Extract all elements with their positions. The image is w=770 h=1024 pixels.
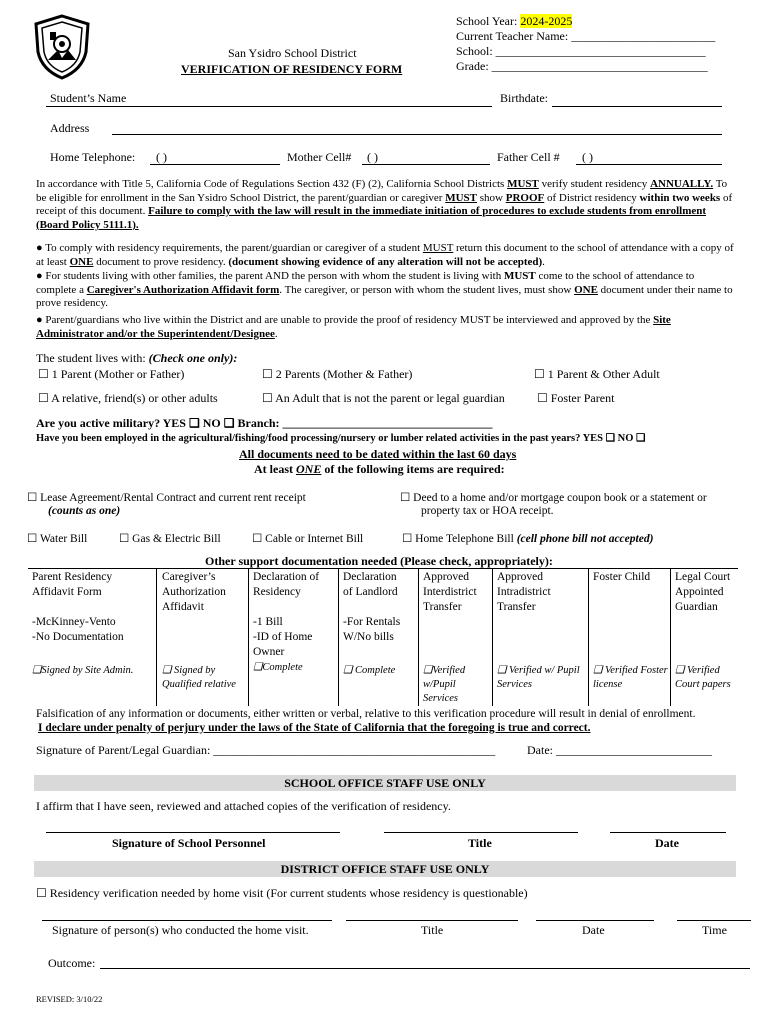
option-relative-friend[interactable]: ☐ A relative, friend(s) or other adults	[38, 391, 218, 405]
school-field[interactable]: School: ___________________________________	[456, 44, 706, 58]
col-declaration-residency: Declaration of Residency -1 Bill -ID of Home Owner	[253, 571, 320, 658]
col-divider	[248, 568, 249, 706]
visit-sig-label: Signature of person(s) who conducted the home visit.	[52, 923, 309, 937]
doc-gas[interactable]: ☐ Gas & Electric Bill	[119, 533, 221, 545]
home-visit-checkbox[interactable]: ☐ Residency verification needed by home visit (For current students whose residency is questionable)	[36, 886, 528, 900]
col-caregiver-affidavit: Caregiver’s Authorization Affidavit	[162, 571, 226, 613]
visit-time-line[interactable]	[677, 920, 751, 921]
father-cell-field[interactable]	[576, 164, 722, 165]
check-verified-interdistrict[interactable]: ❑Verified w/Pupil Services	[423, 665, 466, 704]
visit-date-line[interactable]	[536, 920, 654, 921]
bullet-interview: ● Parent/guardians who live within the District and are unable to provide the proof of residency MUST be interviewed and approved by the Site Administrator and/or the Superintendent/Designee.	[36, 314, 671, 340]
lives-with-label: The student lives with: (Check one only):	[36, 351, 238, 365]
doc-cable[interactable]: ☐ Cable or Internet Bill	[252, 533, 364, 545]
school-date-line[interactable]	[610, 832, 726, 833]
option-one-parent[interactable]: ☐ 1 Parent (Mother or Father)	[38, 367, 185, 381]
mother-cell-label: Mother Cell#	[287, 150, 352, 164]
col-intradistrict: Approved Intradistrict Transfer	[497, 571, 551, 613]
agricultural-question[interactable]: Have you been employed in the agricultural/fishing/food processing/nursery or lumber related activities in the past years? YES ❑ NO ❑	[36, 433, 646, 444]
check-complete-landlord[interactable]: ❑ Complete	[343, 665, 396, 676]
school-office-bar: SCHOOL OFFICE STAFF USE ONLY	[34, 775, 736, 791]
col-foster-child: Foster Child	[593, 571, 651, 583]
parent-signature-field[interactable]: Signature of Parent/Legal Guardian: _______________________________________________	[36, 743, 496, 757]
father-cell-paren: ( )	[582, 150, 593, 164]
doc-deed[interactable]: ☐ Deed to a home and/or mortgage coupon book or a statement or	[400, 492, 707, 504]
birthdate-field[interactable]	[552, 106, 722, 107]
student-name-label: Student’s Name	[50, 91, 127, 105]
col-divider	[156, 568, 157, 706]
bullet-other-families: ● For students living with other families, the parent AND the person with whom the student is living with MUST come to the school of attendance to complete a Caregiver's Authorization Affidavit form. The caregiver, or person with whom the student lives, must show ONE document under their name to prove residency.	[36, 270, 733, 310]
military-question[interactable]: Are you active military? YES ❑ NO ❑ Branch: ___________________________________	[36, 416, 493, 430]
visit-title-line[interactable]	[346, 920, 518, 921]
visit-sig-line[interactable]	[42, 920, 332, 921]
affirm-statement: I affirm that I have seen, reviewed and attached copies of the verification of residency.	[36, 799, 451, 813]
doc-lease-note: (counts as one)	[48, 505, 121, 517]
docs-dated-note: All documents need to be dated within the last 60 days	[239, 447, 517, 461]
option-two-parents[interactable]: ☐ 2 Parents (Mother & Father)	[262, 367, 413, 381]
check-complete-residency[interactable]: ❑Complete	[253, 662, 303, 673]
district-name: San Ysidro School District	[228, 46, 357, 60]
revised-date: REVISED: 3/10/22	[36, 994, 103, 1004]
docs-atleast-note: At least ONE of the following items are required:	[254, 462, 505, 476]
outcome-label: Outcome:	[48, 956, 96, 970]
school-title-label: Title	[468, 836, 492, 850]
col-divider	[492, 568, 493, 706]
father-cell-label: Father Cell #	[497, 150, 560, 164]
check-verified-intradistrict[interactable]: ❑ Verified w/ Pupil Services	[497, 665, 580, 690]
outcome-field[interactable]	[100, 968, 750, 969]
col-parent-affidavit: Parent Residency Affidavit Form -McKinney-Vento -No Documentation	[32, 571, 124, 643]
mother-cell-paren: ( )	[367, 150, 378, 164]
intro-paragraph: In accordance with Title 5, California Code of Regulations Section 432 (F) (2), California School Districts MUST verify student residency ANNUALLY. To be eligible for enrollment in the San Ysidro School District, the parent/guardian or caregiver MUST show PROOF of District residency within two weeks of receipt of this document. Failure to comply with the law will result in the immediate initiation of procedures to exclude students from enrollment (Board Policy 5111.1).	[36, 178, 733, 231]
teacher-field[interactable]: Current Teacher Name: ________________________	[456, 29, 716, 43]
doc-deed-cont: property tax or HOA receipt.	[421, 505, 554, 517]
perjury-declaration: I declare under penalty of perjury under the laws of the State of California that the foregoing is true and correct.	[38, 722, 591, 734]
support-table-title: Other support documentation needed (Please check, appropriately):	[205, 554, 553, 568]
option-adult-not-parent[interactable]: ☐ An Adult that is not the parent or legal guardian	[262, 391, 505, 405]
school-sig-line[interactable]	[46, 832, 340, 833]
mother-cell-field[interactable]	[362, 164, 490, 165]
col-divider	[670, 568, 671, 706]
home-tel-field[interactable]	[150, 164, 280, 165]
check-signed-site-admin[interactable]: ❑Signed by Site Admin.	[32, 665, 134, 676]
parent-date-field[interactable]: Date: __________________________	[527, 743, 712, 757]
visit-date-label: Date	[582, 923, 605, 937]
home-tel-label: Home Telephone:	[50, 150, 136, 164]
school-year: School Year: 2024-2025	[456, 14, 573, 28]
col-interdistrict: Approved Interdistrict Transfer	[423, 571, 477, 613]
col-divider	[418, 568, 419, 706]
grade-field[interactable]: Grade: ____________________________________	[456, 59, 708, 73]
falsification-note: Falsification of any information or documents, either written or verbal, relative to this verification procedure will result in denial of enrollment.	[36, 708, 696, 720]
address-field[interactable]	[112, 134, 722, 135]
bullet-return-document: ● To comply with residency requirements, the parent/guardian or caregiver of a student MUST return this document to the school of attendance with a copy of at least ONE document to prove residency. (document showing evidence of any alteration will not be accepted).	[36, 242, 734, 268]
district-logo	[32, 14, 92, 80]
doc-water[interactable]: ☐ Water Bill	[27, 533, 88, 545]
doc-lease[interactable]: ☐ Lease Agreement/Rental Contract and current rent receipt	[27, 492, 306, 504]
school-date-label: Date	[655, 836, 679, 850]
doc-phone[interactable]: ☐ Home Telephone Bill (cell phone bill not accepted)	[402, 533, 654, 545]
visit-title-label: Title	[421, 923, 444, 937]
col-divider	[588, 568, 589, 706]
col-legal-guardian: Legal Court Appointed Guardian	[675, 571, 731, 613]
form-title: VERIFICATION OF RESIDENCY FORM	[181, 62, 403, 76]
check-verified-foster[interactable]: ❑ Verified Foster license	[593, 665, 668, 690]
col-divider	[338, 568, 339, 706]
col-declaration-landlord: Declaration of Landlord -For Rentals W/No bills	[343, 571, 401, 643]
option-parent-other-adult[interactable]: ☐ 1 Parent & Other Adult	[534, 367, 660, 381]
check-signed-relative[interactable]: ❑ Signed by Qualified relative	[162, 665, 236, 690]
birthdate-label: Birthdate:	[500, 91, 548, 105]
option-foster-parent[interactable]: ☐ Foster Parent	[537, 391, 615, 405]
visit-time-label: Time	[702, 923, 727, 937]
school-title-line[interactable]	[384, 832, 578, 833]
home-tel-paren: ( )	[156, 150, 167, 164]
district-office-bar: DISTRICT OFFICE STAFF USE ONLY	[34, 861, 736, 877]
table-top-border	[28, 568, 738, 569]
student-name-field[interactable]	[46, 106, 492, 107]
school-sig-label: Signature of School Personnel	[112, 836, 266, 850]
address-label: Address	[50, 121, 90, 135]
check-verified-court[interactable]: ❑ Verified Court papers	[675, 665, 731, 690]
